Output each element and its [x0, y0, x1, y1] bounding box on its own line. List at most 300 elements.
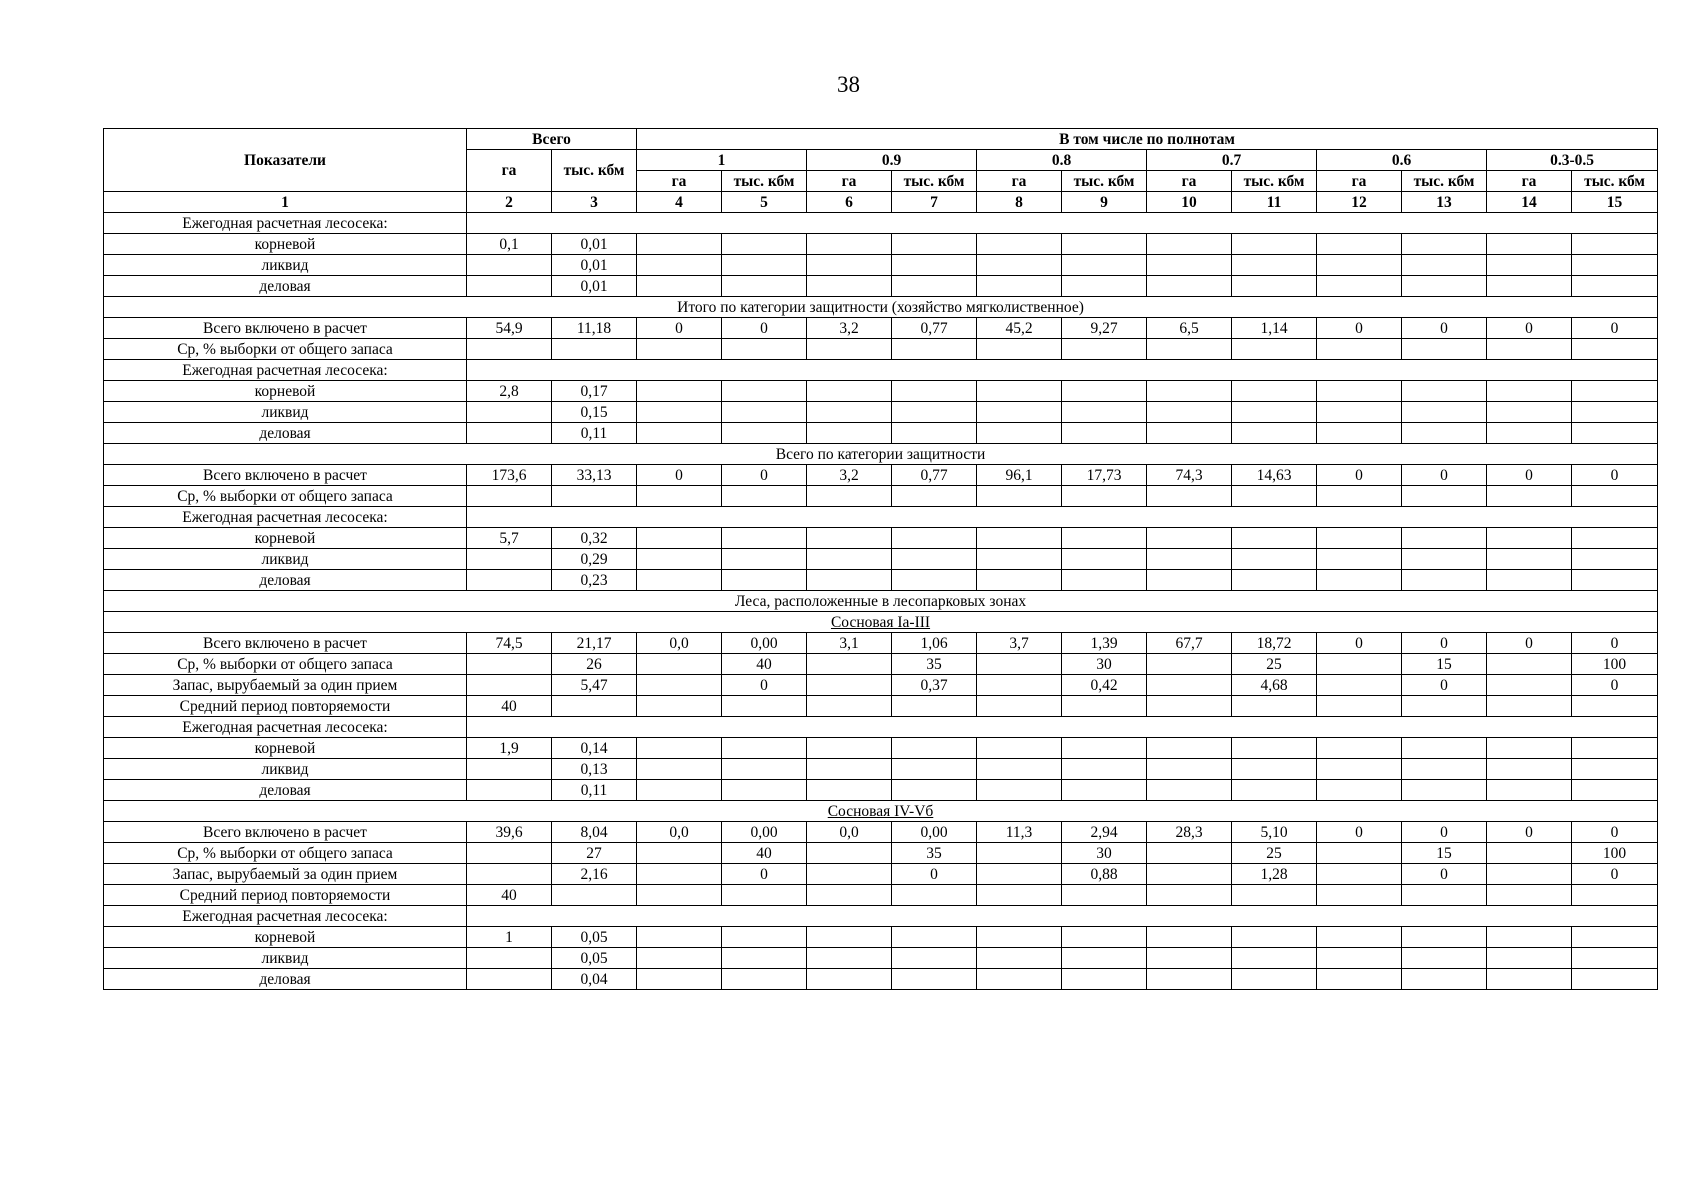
table-cell: 5,10 — [1232, 822, 1317, 843]
table-cell: 0,77 — [892, 318, 977, 339]
row-label: Средний период повторяемости — [104, 696, 467, 717]
table-cell — [977, 381, 1062, 402]
table-cell: 8,04 — [552, 822, 637, 843]
table-row — [104, 486, 1658, 507]
table-cell — [892, 780, 977, 801]
table-cell — [807, 738, 892, 759]
table-cell — [892, 549, 977, 570]
table-cell — [1317, 843, 1402, 864]
row-label: Ежегодная расчетная лесосека: — [104, 906, 467, 927]
row-label: ликвид — [104, 948, 467, 969]
table-cell — [1147, 675, 1232, 696]
table-cell: 3,7 — [977, 633, 1062, 654]
table-cell — [1147, 276, 1232, 297]
empty-span-cell — [467, 906, 1658, 927]
table-cell — [467, 864, 552, 885]
table-row — [104, 213, 1658, 234]
row-label: Ежегодная расчетная лесосека: — [104, 213, 467, 234]
table-cell: 0,14 — [552, 738, 637, 759]
table-cell — [1572, 234, 1658, 255]
table-cell — [1232, 528, 1317, 549]
table-cell: 39,6 — [467, 822, 552, 843]
table-cell: 0 — [637, 318, 722, 339]
table-cell — [977, 675, 1062, 696]
section-heading — [104, 444, 1658, 465]
table-cell — [722, 234, 807, 255]
table-row — [104, 465, 1658, 486]
table-cell — [722, 696, 807, 717]
row-label: Всего включено в расчет — [104, 318, 467, 339]
table-cell — [1062, 339, 1147, 360]
empty-span-cell — [467, 360, 1658, 381]
table-cell: 0 — [1572, 822, 1658, 843]
table-cell — [977, 570, 1062, 591]
table-cell — [637, 843, 722, 864]
table-cell — [892, 969, 977, 990]
table-cell: 0,00 — [722, 822, 807, 843]
table-cell — [637, 402, 722, 423]
table-cell — [1317, 927, 1402, 948]
table-cell — [977, 969, 1062, 990]
table-cell: 25 — [1232, 843, 1317, 864]
table-cell — [1232, 969, 1317, 990]
table-cell — [1062, 234, 1147, 255]
column-number-row — [104, 192, 1658, 213]
table-cell — [1147, 654, 1232, 675]
table-cell — [722, 885, 807, 906]
table-cell — [637, 654, 722, 675]
table-cell — [807, 486, 892, 507]
table-cell — [807, 969, 892, 990]
section-heading-text: Всего по категории защитности — [775, 445, 986, 463]
row-label: Ежегодная расчетная лесосека: — [104, 507, 467, 528]
data-table — [103, 128, 1658, 990]
table-cell — [1232, 423, 1317, 444]
table-cell — [1317, 654, 1402, 675]
table-cell — [1572, 255, 1658, 276]
row-label: корневой — [104, 927, 467, 948]
table-row — [104, 948, 1658, 969]
table-cell — [1402, 570, 1487, 591]
table-cell — [1317, 885, 1402, 906]
column-number: 5 — [722, 192, 807, 213]
table-cell — [637, 759, 722, 780]
section-heading — [104, 801, 1658, 822]
table-cell — [1402, 528, 1487, 549]
table-cell: 3,2 — [807, 318, 892, 339]
table-cell — [1147, 864, 1232, 885]
column-number: 1 — [104, 192, 467, 213]
table-row — [104, 822, 1658, 843]
table-cell — [1487, 234, 1572, 255]
table-cell — [1487, 675, 1572, 696]
row-label: Запас, вырубаемый за один прием — [104, 675, 467, 696]
table-cell: 0 — [1572, 318, 1658, 339]
table-cell — [807, 423, 892, 444]
table-cell — [977, 486, 1062, 507]
row-label: корневой — [104, 234, 467, 255]
table-cell: 100 — [1572, 843, 1658, 864]
table-cell — [637, 276, 722, 297]
table-cell — [722, 780, 807, 801]
table-cell — [1317, 969, 1402, 990]
table-cell: 0,05 — [552, 927, 637, 948]
table-cell — [892, 423, 977, 444]
table-cell — [1572, 402, 1658, 423]
table-cell — [1232, 759, 1317, 780]
table-cell: 2,8 — [467, 381, 552, 402]
table-cell: 0 — [1487, 822, 1572, 843]
table-cell — [1147, 843, 1232, 864]
table-cell — [977, 402, 1062, 423]
table-cell: 0,11 — [552, 780, 637, 801]
table-cell — [1402, 696, 1487, 717]
table-cell — [977, 549, 1062, 570]
table-cell — [552, 339, 637, 360]
table-cell — [807, 549, 892, 570]
table-cell — [637, 528, 722, 549]
row-label: Ср, % выборки от общего запаса — [104, 654, 467, 675]
table-cell — [1572, 549, 1658, 570]
table-cell — [1232, 549, 1317, 570]
table-cell — [1487, 759, 1572, 780]
table-cell — [1402, 549, 1487, 570]
row-label: ликвид — [104, 402, 467, 423]
table-row — [104, 507, 1658, 528]
table-cell — [722, 381, 807, 402]
table-cell — [467, 780, 552, 801]
table-cell — [807, 675, 892, 696]
table-cell — [1147, 696, 1232, 717]
table-cell — [1232, 696, 1317, 717]
column-number: 2 — [467, 192, 552, 213]
table-cell — [977, 927, 1062, 948]
table-cell — [1317, 234, 1402, 255]
table-cell: 0 — [722, 318, 807, 339]
table-cell — [1487, 927, 1572, 948]
table-cell — [467, 759, 552, 780]
table-cell: 15 — [1402, 654, 1487, 675]
table-cell — [807, 255, 892, 276]
table-cell — [637, 969, 722, 990]
table-cell: 40 — [467, 696, 552, 717]
table-cell — [637, 339, 722, 360]
table-cell — [467, 423, 552, 444]
table-cell — [807, 402, 892, 423]
table-cell — [1402, 381, 1487, 402]
header-density: 0.7 — [1147, 150, 1317, 171]
table-cell — [1317, 948, 1402, 969]
table-cell: 17,73 — [1062, 465, 1147, 486]
table-cell — [722, 570, 807, 591]
table-cell — [1317, 759, 1402, 780]
table-cell — [467, 255, 552, 276]
table-cell: 15 — [1402, 843, 1487, 864]
table-cell — [977, 276, 1062, 297]
table-cell — [637, 885, 722, 906]
row-label: деловая — [104, 780, 467, 801]
table-cell: 0 — [722, 675, 807, 696]
table-cell — [1147, 780, 1232, 801]
column-number: 3 — [552, 192, 637, 213]
table-cell — [892, 234, 977, 255]
column-number: 11 — [1232, 192, 1317, 213]
table-cell — [1317, 675, 1402, 696]
table-cell: 33,13 — [552, 465, 637, 486]
table-cell — [1572, 381, 1658, 402]
row-label: деловая — [104, 276, 467, 297]
table-cell: 74,5 — [467, 633, 552, 654]
table-cell — [552, 486, 637, 507]
table-cell — [892, 927, 977, 948]
table-cell: 2,94 — [1062, 822, 1147, 843]
table-cell: 67,7 — [1147, 633, 1232, 654]
table-cell: 0,05 — [552, 948, 637, 969]
row-label: Ср, % выборки от общего запаса — [104, 339, 467, 360]
table-cell — [1487, 885, 1572, 906]
table-cell — [807, 696, 892, 717]
table-row — [104, 885, 1658, 906]
table-cell: 0 — [722, 465, 807, 486]
section-heading — [104, 591, 1658, 612]
table-cell — [807, 339, 892, 360]
table-cell — [1487, 255, 1572, 276]
table-cell — [1402, 339, 1487, 360]
table-cell — [977, 948, 1062, 969]
table-cell: 0,23 — [552, 570, 637, 591]
section-heading-text: Сосновая Iа-III — [830, 613, 931, 631]
table-cell — [892, 381, 977, 402]
table-cell: 3,1 — [807, 633, 892, 654]
table-row — [104, 234, 1658, 255]
table-cell — [722, 549, 807, 570]
table-cell — [892, 402, 977, 423]
table-cell — [892, 885, 977, 906]
table-cell: 1,06 — [892, 633, 977, 654]
table-cell — [977, 759, 1062, 780]
table-cell — [722, 486, 807, 507]
column-number: 10 — [1147, 192, 1232, 213]
table-row — [104, 843, 1658, 864]
table-cell — [807, 654, 892, 675]
column-number: 8 — [977, 192, 1062, 213]
table-cell — [1232, 738, 1317, 759]
table-cell — [1317, 339, 1402, 360]
table-cell: 21,17 — [552, 633, 637, 654]
header-total-ha: га — [467, 150, 552, 192]
table-cell — [467, 969, 552, 990]
column-number: 7 — [892, 192, 977, 213]
table-cell: 0,0 — [807, 822, 892, 843]
table-cell: 40 — [467, 885, 552, 906]
header-ha: га — [637, 171, 722, 192]
table-cell — [1062, 969, 1147, 990]
table-cell: 45,2 — [977, 318, 1062, 339]
table-row — [104, 570, 1658, 591]
table-cell: 28,3 — [1147, 822, 1232, 843]
table-cell — [1402, 234, 1487, 255]
table-cell — [1147, 423, 1232, 444]
table-row — [104, 927, 1658, 948]
table-cell — [1147, 948, 1232, 969]
table-cell: 30 — [1062, 654, 1147, 675]
table-cell — [467, 948, 552, 969]
table-cell: 0 — [1402, 318, 1487, 339]
table-cell — [1232, 234, 1317, 255]
table-cell — [1402, 969, 1487, 990]
table-cell — [1317, 696, 1402, 717]
table-cell — [1062, 528, 1147, 549]
header-volume: тыс. кбм — [1232, 171, 1317, 192]
column-number: 14 — [1487, 192, 1572, 213]
section-heading-text: Леса, расположенные в лесопарковых зонах — [734, 592, 1027, 610]
table-cell: 0 — [1572, 864, 1658, 885]
table-row — [104, 276, 1658, 297]
table-row — [104, 759, 1658, 780]
header-volume: тыс. кбм — [1572, 171, 1658, 192]
table-cell — [467, 675, 552, 696]
column-number: 13 — [1402, 192, 1487, 213]
table-cell — [722, 927, 807, 948]
table-cell — [1402, 738, 1487, 759]
table-cell: 0 — [1317, 318, 1402, 339]
table-cell — [637, 864, 722, 885]
table-cell — [977, 654, 1062, 675]
table-cell — [637, 570, 722, 591]
table-cell: 0 — [722, 864, 807, 885]
table-cell — [1147, 738, 1232, 759]
table-cell — [1402, 255, 1487, 276]
table-cell: 26 — [552, 654, 637, 675]
table-cell — [1402, 948, 1487, 969]
table-row — [104, 633, 1658, 654]
table-cell: 0,01 — [552, 255, 637, 276]
table-cell — [1572, 339, 1658, 360]
table-cell — [1232, 927, 1317, 948]
row-label: корневой — [104, 381, 467, 402]
table-cell: 35 — [892, 843, 977, 864]
table-cell — [1317, 423, 1402, 444]
table-cell: 30 — [1062, 843, 1147, 864]
table-cell — [1232, 402, 1317, 423]
table-cell: 100 — [1572, 654, 1658, 675]
table-row — [104, 654, 1658, 675]
table-cell — [1232, 570, 1317, 591]
row-label: Ср, % выборки от общего запаса — [104, 486, 467, 507]
table-cell — [1402, 402, 1487, 423]
row-label: ликвид — [104, 549, 467, 570]
table-cell: 0,00 — [722, 633, 807, 654]
table-cell: 0,0 — [637, 633, 722, 654]
table-cell — [892, 696, 977, 717]
table-cell: 1,9 — [467, 738, 552, 759]
table-cell: 0 — [1572, 465, 1658, 486]
table-cell — [1062, 738, 1147, 759]
row-label: корневой — [104, 528, 467, 549]
table-cell — [637, 423, 722, 444]
table-cell — [1062, 570, 1147, 591]
table-cell — [807, 570, 892, 591]
section-heading-text: Итого по категории защитности (хозяйство мягколиственное) — [677, 298, 1084, 316]
table-cell — [1572, 738, 1658, 759]
table-cell — [1487, 528, 1572, 549]
column-number: 9 — [1062, 192, 1147, 213]
table-cell — [1317, 381, 1402, 402]
table-cell: 18,72 — [1232, 633, 1317, 654]
row-label: корневой — [104, 738, 467, 759]
table-row — [104, 675, 1658, 696]
table-cell: 0,11 — [552, 423, 637, 444]
row-label: Ежегодная расчетная лесосека: — [104, 360, 467, 381]
table-cell — [1062, 402, 1147, 423]
table-cell: 0 — [892, 864, 977, 885]
table-cell: 0,00 — [892, 822, 977, 843]
table-cell: 27 — [552, 843, 637, 864]
table-cell: 0,13 — [552, 759, 637, 780]
table-cell: 0,37 — [892, 675, 977, 696]
table-cell — [1572, 927, 1658, 948]
empty-span-cell — [467, 717, 1658, 738]
table-cell — [977, 696, 1062, 717]
table-cell — [722, 948, 807, 969]
table-cell — [1572, 780, 1658, 801]
table-cell — [1232, 381, 1317, 402]
table-header — [104, 129, 1658, 213]
table-cell: 1,28 — [1232, 864, 1317, 885]
table-cell — [1147, 759, 1232, 780]
table-cell — [892, 276, 977, 297]
table-cell — [722, 402, 807, 423]
table-cell — [1147, 528, 1232, 549]
table-cell — [1572, 276, 1658, 297]
table-cell — [1487, 843, 1572, 864]
table-cell — [807, 843, 892, 864]
table-cell — [1317, 402, 1402, 423]
table-cell: 11,18 — [552, 318, 637, 339]
table-cell — [977, 339, 1062, 360]
table-cell — [722, 738, 807, 759]
table-row — [104, 528, 1658, 549]
table-cell — [1232, 255, 1317, 276]
row-label: деловая — [104, 570, 467, 591]
table-cell: 2,16 — [552, 864, 637, 885]
table-cell — [467, 486, 552, 507]
table-cell — [552, 885, 637, 906]
table-cell: 0 — [1402, 864, 1487, 885]
table-row — [104, 738, 1658, 759]
table-cell: 54,9 — [467, 318, 552, 339]
table-row — [104, 297, 1658, 318]
table-cell — [1062, 255, 1147, 276]
table-cell — [1487, 969, 1572, 990]
section-heading-text: Сосновая IV-Vб — [827, 802, 934, 820]
table-cell — [722, 423, 807, 444]
table-cell: 0,88 — [1062, 864, 1147, 885]
table-cell — [467, 843, 552, 864]
table-cell — [1402, 486, 1487, 507]
column-number: 12 — [1317, 192, 1402, 213]
table-cell — [1232, 780, 1317, 801]
table-cell — [892, 948, 977, 969]
table-cell — [1487, 549, 1572, 570]
table-cell: 40 — [722, 843, 807, 864]
table-cell — [977, 885, 1062, 906]
table-cell — [637, 234, 722, 255]
table-cell — [1147, 255, 1232, 276]
header-density: 0.9 — [807, 150, 977, 171]
table-cell — [1487, 738, 1572, 759]
table-cell — [977, 234, 1062, 255]
